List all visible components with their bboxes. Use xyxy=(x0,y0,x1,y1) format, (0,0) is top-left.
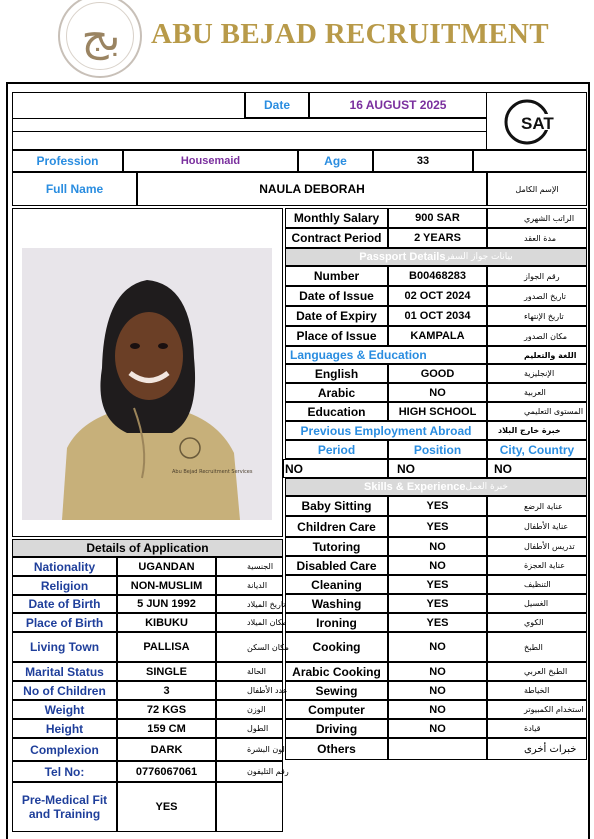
app-no-of-children-ar: عدد الأطفال xyxy=(216,681,283,700)
skills-banner-en: Skills & Experience xyxy=(364,481,466,493)
app-nationality-ar: الجنسية xyxy=(216,557,283,576)
english-label: English xyxy=(285,364,388,383)
passport-banner-en: Passport Details xyxy=(359,251,446,263)
app-tel-no-label: Tel No: xyxy=(12,761,117,782)
skill-cleaning-value: YES xyxy=(388,575,487,594)
place-of-issue-label: Place of Issue xyxy=(285,326,388,346)
skill-sewing-value: NO xyxy=(388,681,487,700)
app-living-town-label: Living Town xyxy=(12,632,117,662)
app-complexion-label: Complexion xyxy=(12,738,117,761)
contract-ar: مدة العقد xyxy=(487,228,587,248)
app-complexion-ar: لون البشرة xyxy=(216,738,283,761)
skill-children-care-value: YES xyxy=(388,516,487,537)
employment-position-value: NO xyxy=(388,459,487,478)
languages-title-ar: اللغة والتعليم xyxy=(487,346,587,364)
skill-cooking-label: Cooking xyxy=(285,632,388,662)
date-label: Date xyxy=(245,92,309,118)
application-title: Details of Application xyxy=(12,539,283,557)
app-no-of-children-label: No of Children xyxy=(12,681,117,700)
arabic-value: NO xyxy=(388,383,487,402)
applicant-photo-image xyxy=(22,248,272,520)
svg-text:SAT: SAT xyxy=(521,114,554,133)
app-weight-value: 72 KGS xyxy=(117,700,216,719)
passport-number-label: Number xyxy=(285,266,388,286)
app-place-of-birth-label: Place of Birth xyxy=(12,613,117,632)
salary-ar: الراتب الشهري xyxy=(487,208,587,228)
skill-washing-value: YES xyxy=(388,594,487,613)
skill-arabic-cooking-value: NO xyxy=(388,662,487,681)
company-name: ABU BEJAD RECRUITMENT xyxy=(151,18,549,50)
employment-period-header: Period xyxy=(285,440,388,459)
skill-disabled-care-value: NO xyxy=(388,556,487,575)
app-marital-status-label: Marital Status xyxy=(12,662,117,681)
skill-driving-label: Driving xyxy=(285,719,388,738)
app-tel-no-ar: رقم التليفون xyxy=(216,761,283,782)
skill-arabic-cooking-ar: الطبخ العربي xyxy=(487,662,587,681)
blank-row xyxy=(12,132,487,150)
issue-date-value: 02 OCT 2024 xyxy=(388,286,487,306)
skill-cleaning-label: Cleaning xyxy=(285,575,388,594)
expiry-date-label: Date of Expiry xyxy=(285,306,388,326)
applicant-photo xyxy=(22,248,272,520)
skill-computer-value: NO xyxy=(388,700,487,719)
skill-ironing-label: Ironing xyxy=(285,613,388,632)
skill-disabled-care-ar: عناية العجزة xyxy=(487,556,587,575)
app-tel-no-value: 0776067061 xyxy=(117,761,216,782)
skill-tutoring-label: Tutoring xyxy=(285,537,388,556)
expiry-date-value: 01 OCT 2034 xyxy=(388,306,487,326)
blank-cell xyxy=(12,92,245,118)
app-no-of-children-value: 3 xyxy=(117,681,216,700)
contract-label: Contract Period xyxy=(285,228,388,248)
app-height-label: Height xyxy=(12,719,117,738)
app-pre-medical-fit-and-training-label: Pre-Medical Fit and Training xyxy=(12,782,117,832)
app-religion-value: NON-MUSLIM xyxy=(117,576,216,595)
skill-tutoring-ar: تدريس الأطفال xyxy=(487,537,587,556)
languages-title: Languages & Education xyxy=(285,346,487,364)
app-date-of-birth-ar: تاريخ الميلاد xyxy=(216,595,283,613)
employment-title-ar: خبرة خارج البلاد xyxy=(487,421,587,440)
employment-period-value: NO xyxy=(283,459,388,478)
date-value: 16 AUGUST 2025 xyxy=(309,92,487,118)
company-logo xyxy=(58,0,142,78)
profession-value: Housemaid xyxy=(123,150,298,172)
skill-disabled-care-label: Disabled Care xyxy=(285,556,388,575)
app-religion-ar: الديانة xyxy=(216,576,283,595)
app-marital-status-ar: الحالة xyxy=(216,662,283,681)
svg-text:Abu Bejad Recruitment Services: Abu Bejad Recruitment Services xyxy=(172,469,253,475)
skill-baby-sitting-ar: عناية الرضع xyxy=(487,496,587,516)
app-marital-status-value: SINGLE xyxy=(117,662,216,681)
contract-value: 2 YEARS xyxy=(388,228,487,248)
skill-baby-sitting-value: YES xyxy=(388,496,487,516)
education-value: HIGH SCHOOL xyxy=(388,402,487,421)
passport-number-ar: رقم الجواز xyxy=(487,266,587,286)
skill-cooking-ar: الطبخ xyxy=(487,632,587,662)
blank-cell xyxy=(473,150,587,172)
skill-baby-sitting-label: Baby Sitting xyxy=(285,496,388,516)
app-complexion-value: DARK xyxy=(117,738,216,761)
skills-banner xyxy=(285,478,587,496)
skills-banner-ar: خبرة العمل xyxy=(465,482,508,492)
blank-row xyxy=(12,118,487,132)
sat-logo-icon xyxy=(503,96,573,148)
app-weight-label: Weight xyxy=(12,700,117,719)
expiry-date-ar: تاريخ الإنتهاء xyxy=(487,306,587,326)
salary-value: 900 SAR xyxy=(388,208,487,228)
issue-date-ar: تاريخ الصدور xyxy=(487,286,587,306)
education-ar: المستوى التعليمي xyxy=(487,402,587,421)
skill-computer-label: Computer xyxy=(285,700,388,719)
skill-cleaning-ar: التنظيف xyxy=(487,575,587,594)
skill-ironing-value: YES xyxy=(388,613,487,632)
app-religion-label: Religion xyxy=(12,576,117,595)
issue-date-label: Date of Issue xyxy=(285,286,388,306)
fullname-label: Full Name xyxy=(12,172,137,206)
skill-washing-label: Washing xyxy=(285,594,388,613)
skill-sewing-ar: الخياطة xyxy=(487,681,587,700)
skill-cooking-value: NO xyxy=(388,632,487,662)
skill-computer-ar: استخدام الكمبيوتر xyxy=(487,700,587,719)
app-height-value: 159 CM xyxy=(117,719,216,738)
page-header xyxy=(0,0,594,80)
app-nationality-value: UGANDAN xyxy=(117,557,216,576)
skill-driving-value: NO xyxy=(388,719,487,738)
app-living-town-ar: مكان السكن xyxy=(216,632,283,662)
fullname-ar: الإسم الكامل xyxy=(487,172,587,206)
app-date-of-birth-label: Date of Birth xyxy=(12,595,117,613)
passport-banner-ar: بيانات جواز السفر xyxy=(445,252,513,262)
app-date-of-birth-value: 5 JUN 1992 xyxy=(117,595,216,613)
app-height-ar: الطول xyxy=(216,719,283,738)
place-of-issue-ar: مكان الصدور xyxy=(487,326,587,346)
skill-children-care-ar: عناية الأطفال xyxy=(487,516,587,537)
app-place-of-birth-ar: مكان الميلاد xyxy=(216,613,283,632)
education-label: Education xyxy=(285,402,388,421)
app-place-of-birth-value: KIBUKU xyxy=(117,613,216,632)
app-nationality-label: Nationality xyxy=(12,557,117,576)
salary-label: Monthly Salary xyxy=(285,208,388,228)
skill-children-care-label: Children Care xyxy=(285,516,388,537)
logo-calligraphy: ﺑﺞ xyxy=(81,11,121,60)
skill-driving-ar: قيادة xyxy=(487,719,587,738)
profession-label: Profession xyxy=(12,150,123,172)
skill-tutoring-value: NO xyxy=(388,537,487,556)
arabic-label: Arabic xyxy=(285,383,388,402)
employment-position-header: Position xyxy=(388,440,487,459)
passport-banner xyxy=(285,248,587,266)
app-pre-medical-fit-and-training-ar xyxy=(216,782,283,832)
app-weight-ar: الوزن xyxy=(216,700,283,719)
app-pre-medical-fit-and-training-value: YES xyxy=(117,782,216,832)
fullname-value: NAULA DEBORAH xyxy=(137,172,487,206)
place-of-issue-value: KAMPALA xyxy=(388,326,487,346)
arabic-ar: العربية xyxy=(487,383,587,402)
employment-country-value: NO xyxy=(487,459,587,478)
skill-sewing-label: Sewing xyxy=(285,681,388,700)
app-living-town-value: PALLISA xyxy=(117,632,216,662)
age-value: 33 xyxy=(373,150,473,172)
english-ar: الإنجليزية xyxy=(487,364,587,383)
skill-arabic-cooking-label: Arabic Cooking xyxy=(285,662,388,681)
skill-others-label: Others xyxy=(285,738,388,760)
passport-number-value: B00468283 xyxy=(388,266,487,286)
skill-others-value xyxy=(388,738,487,760)
skill-ironing-ar: الكوي xyxy=(487,613,587,632)
age-label: Age xyxy=(298,150,373,172)
skill-washing-ar: الغسيل xyxy=(487,594,587,613)
employment-title: Previous Employment Abroad xyxy=(285,421,487,440)
english-value: GOOD xyxy=(388,364,487,383)
employment-country-header: City, Country xyxy=(487,440,587,459)
skill-others-ar: خبرات أخرى xyxy=(487,738,587,760)
